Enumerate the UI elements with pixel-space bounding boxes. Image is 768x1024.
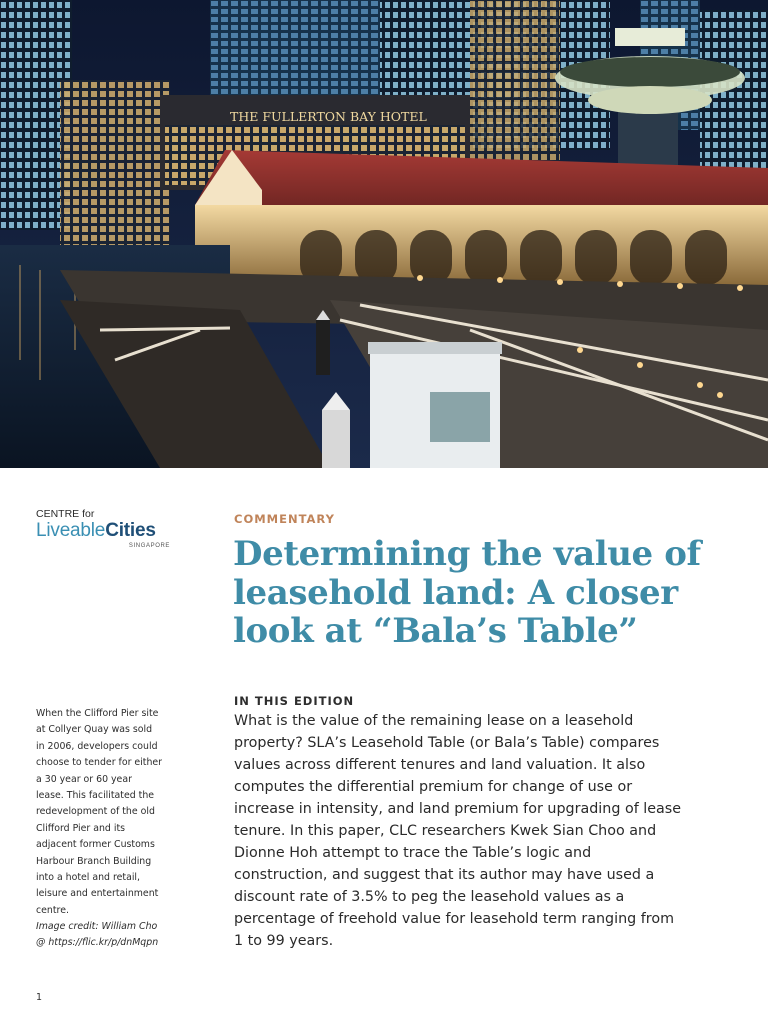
clifford-pier-night-photo [0, 0, 768, 468]
abstract-text: What is the value of the remaining lease on a leasehold property? SLA’s Leasehold Table (or Bala’s Table) compares values across different tenures and land valuation. It also computes the differential premium for change of use or increase in intensity, and land premium for upgrading of lease tenure. In this paper, CLC researchers Kwek Sian Choo and Dionne Hoh attempt to trace the Table’s logic and construction, and suggest that its author may have used a discount rate of 3.5% to peg the leasehold values as a percentage of freehold value for leasehold term ranging from 1 to 99 years. [234, 713, 682, 949]
article-title: Determining the value of leasehold land: A closer look at “Bala’s Table” [233, 534, 701, 651]
section-label: COMMENTARY [234, 512, 335, 526]
page-number: 1 [36, 992, 43, 1003]
logo-cities: Cities [105, 520, 156, 541]
logo-liveable-cities [36, 520, 186, 542]
hero-photo [0, 0, 768, 468]
logo-liveable: Liveable [36, 520, 106, 541]
logo-singapore: SINGAPORE [128, 543, 170, 549]
image-credit: Image credit: William Cho @ https://flic.kr/p/dnMqpn [36, 921, 159, 949]
logo-centre-for: CENTRE for [36, 508, 95, 520]
photo-caption: When the Clifford Pier site at Collyer Quay was sold in 2006, developers could choose to tender for either a 30 year or 60 year lease. This facilitated the redevelopment of the old Clifford Pier and its adjacent former Customs Harbour Branch Building into a hotel and retail, leisure and entertainment centre. [36, 708, 163, 916]
clc-logo [36, 508, 186, 550]
edition-heading: IN THIS EDITION [234, 694, 355, 708]
hotel-sign: THE FULLERTON BAY HOTEL [230, 109, 427, 124]
